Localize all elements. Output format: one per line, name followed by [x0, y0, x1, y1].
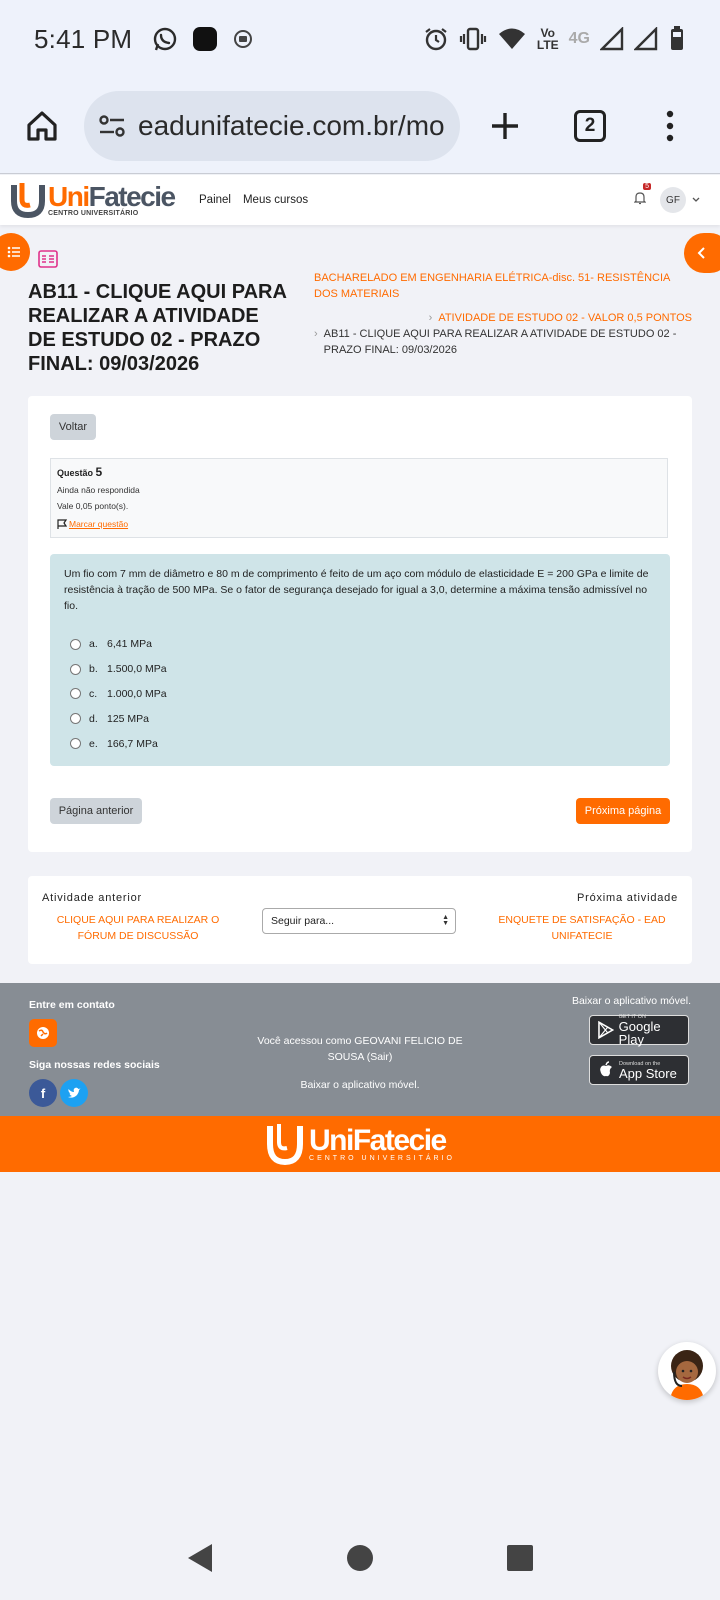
previous-activity-heading: Atividade anterior: [42, 892, 143, 904]
logged-in-text[interactable]: Você acessou como GEOVANI FELICIO DE SOUSA (Sair): [257, 1035, 463, 1063]
answer-option-b[interactable]: b. 1.500,0 MPa: [64, 657, 656, 682]
radio-d[interactable]: [70, 713, 81, 724]
question-content: [50, 554, 670, 766]
new-tab-button[interactable]: [460, 110, 550, 142]
breadcrumb-section[interactable]: › ATIVIDADE DE ESTUDO 02 - VALOR 0,5 PONTOS: [428, 312, 692, 324]
nav-link-meus-cursos[interactable]: Meus cursos: [242, 194, 309, 206]
footer-brand-band: [0, 1116, 720, 1172]
nav-link-painel[interactable]: Painel: [199, 194, 231, 206]
signal-icon-2: [634, 27, 658, 51]
network-type: 4G: [568, 30, 590, 47]
user-avatar: GF: [660, 187, 686, 213]
logo-fatecie: Fatecie: [88, 180, 175, 212]
browser-toolbar: [0, 78, 720, 174]
mobile-app-link[interactable]: Baixar o aplicativo móvel.: [300, 1079, 420, 1091]
google-play-button[interactable]: GET IT ON Google Play: [589, 1015, 689, 1045]
list-icon: [7, 246, 21, 258]
answer-option-e[interactable]: e. 166,7 MPa: [64, 731, 656, 756]
url-text[interactable]: eadunifatecie.com.br/mo: [138, 109, 445, 141]
battery-icon: [668, 26, 686, 52]
chevron-left-icon: [696, 246, 706, 260]
address-bar[interactable]: [84, 91, 460, 161]
radio-c[interactable]: [70, 688, 81, 699]
home-circle-icon[interactable]: [346, 1544, 374, 1572]
signal-icon: [600, 27, 624, 51]
app-download-heading: Baixar o aplicativo móvel.: [571, 995, 691, 1007]
social-heading: Siga nossas redes sociais: [29, 1059, 160, 1071]
radio-a[interactable]: [70, 639, 81, 650]
previous-page-button[interactable]: Página anterior: [50, 798, 142, 824]
jump-to-select[interactable]: Seguir para... ▲ ▼: [262, 908, 456, 934]
flag-icon: [57, 519, 67, 529]
answer-option-a[interactable]: a. 6,41 MPa: [64, 632, 656, 657]
tab-switcher-button[interactable]: [550, 110, 630, 142]
footer-logo-u-icon: [265, 1122, 305, 1166]
back-triangle-icon[interactable]: [186, 1542, 214, 1574]
screen-record-icon: [232, 28, 254, 50]
google-play-icon: [598, 1021, 614, 1039]
answer-list: [64, 632, 656, 756]
facebook-button[interactable]: [29, 1079, 57, 1107]
breadcrumb: [314, 270, 692, 358]
activity-navigation: [28, 876, 692, 964]
breadcrumb-current: › AB11 - CLIQUE AQUI PARA REALIZAR A ATIVIDADE DE ESTUDO 02 - PRAZO FINAL: 09/03/2026: [314, 328, 677, 356]
question-info: [50, 458, 668, 538]
answer-option-c[interactable]: c. 1.000,0 MPa: [64, 682, 656, 707]
browser-menu-button[interactable]: [630, 110, 710, 142]
apple-icon: [598, 1061, 614, 1079]
radio-b[interactable]: [70, 664, 81, 675]
twitter-button[interactable]: [60, 1079, 88, 1107]
chevron-down-icon: [692, 197, 700, 203]
question-number: Questão 5: [57, 465, 103, 479]
vibrate-icon: [459, 26, 487, 52]
status-bar: [0, 0, 720, 78]
question-value: Vale 0,05 ponto(s).: [57, 501, 129, 511]
bell-icon: [634, 191, 646, 205]
facebook-icon: f: [40, 1085, 46, 1101]
logo-uni: Uni: [48, 180, 89, 212]
website-button[interactable]: [29, 1019, 57, 1047]
quiz-icon: [38, 250, 58, 268]
back-button[interactable]: Voltar: [50, 414, 96, 440]
block-drawer-toggle[interactable]: [684, 233, 720, 273]
volte-indicator: Vo LTE: [536, 26, 559, 52]
twitter-icon: [67, 1087, 81, 1099]
next-page-button[interactable]: Próxima página: [576, 798, 670, 824]
site-footer: [0, 983, 720, 1116]
globe-icon: [36, 1026, 50, 1040]
user-menu[interactable]: [660, 187, 700, 213]
wifi-icon: [497, 26, 527, 52]
notification-badge: 5: [645, 182, 649, 190]
assistant-avatar-icon: [658, 1342, 716, 1400]
chat-assistant-button[interactable]: [658, 1342, 716, 1400]
alarm-icon: [423, 26, 449, 52]
app-store-button[interactable]: Download on the App Store: [589, 1055, 689, 1085]
tab-count: 2: [574, 110, 606, 142]
next-activity-link[interactable]: ENQUETE DE SATISFAÇÃO - EAD UNIFATECIE: [498, 914, 666, 942]
footer-logo: UniFatecie CENTRO UNIVERSITÁRIO: [309, 1123, 455, 1162]
android-navigation-bar: [0, 1515, 720, 1600]
answer-option-d[interactable]: d. 125 MPa: [64, 706, 656, 731]
site-settings-icon[interactable]: [98, 112, 126, 140]
page-title: AB11 - CLIQUE AQUI PARA REALIZAR A ATIVIDADE DE ESTUDO 02 - PRAZO FINAL: 09/03/2026: [28, 281, 287, 375]
plus-icon: [489, 110, 521, 142]
unifatecie-logo[interactable]: [10, 181, 180, 219]
flag-question-button[interactable]: Marcar questão: [57, 519, 661, 529]
logo-u-icon: [10, 181, 46, 219]
footer-center: [250, 1033, 470, 1093]
notifications-button[interactable]: [634, 182, 649, 210]
status-time: 5:41 PM: [34, 23, 133, 54]
contact-heading: Entre em contato: [29, 999, 115, 1011]
next-activity-heading: Próxima atividade: [576, 892, 678, 904]
previous-activity-link[interactable]: CLIQUE AQUI PARA REALIZAR O FÓRUM DE DISCUSSÃO: [56, 914, 220, 942]
radio-e[interactable]: [70, 738, 81, 749]
quiz-card: [28, 396, 692, 852]
home-button[interactable]: [0, 108, 84, 144]
whatsapp-icon: [152, 26, 178, 52]
course-index-toggle[interactable]: [0, 233, 30, 271]
home-icon: [24, 108, 60, 144]
site-navbar: [0, 175, 720, 225]
logo-subtitle: CENTRO UNIVERSITÁRIO: [48, 209, 139, 217]
app-notification-icon: [192, 26, 218, 52]
question-status: Ainda não respondida: [57, 485, 140, 495]
more-vertical-icon: [665, 110, 675, 142]
select-arrows-icon: ▲ ▼: [442, 914, 449, 927]
breadcrumb-course[interactable]: BACHARELADO EM ENGENHARIA ELÉTRICA-disc. 51- RESISTÊNCIA DOS MATERIAIS: [314, 272, 670, 300]
recents-square-icon[interactable]: [506, 1544, 534, 1572]
question-text: Um fio com 7 mm de diâmetro e 80 m de comprimento é feito de um aço com módulo de elasticidade E = 200 GPa e limite de resistência à tração de 500 MPa. Se o fator de segurança desejado for igual a 3,0, determine a máxima tensão admissível no fio.: [64, 568, 649, 612]
